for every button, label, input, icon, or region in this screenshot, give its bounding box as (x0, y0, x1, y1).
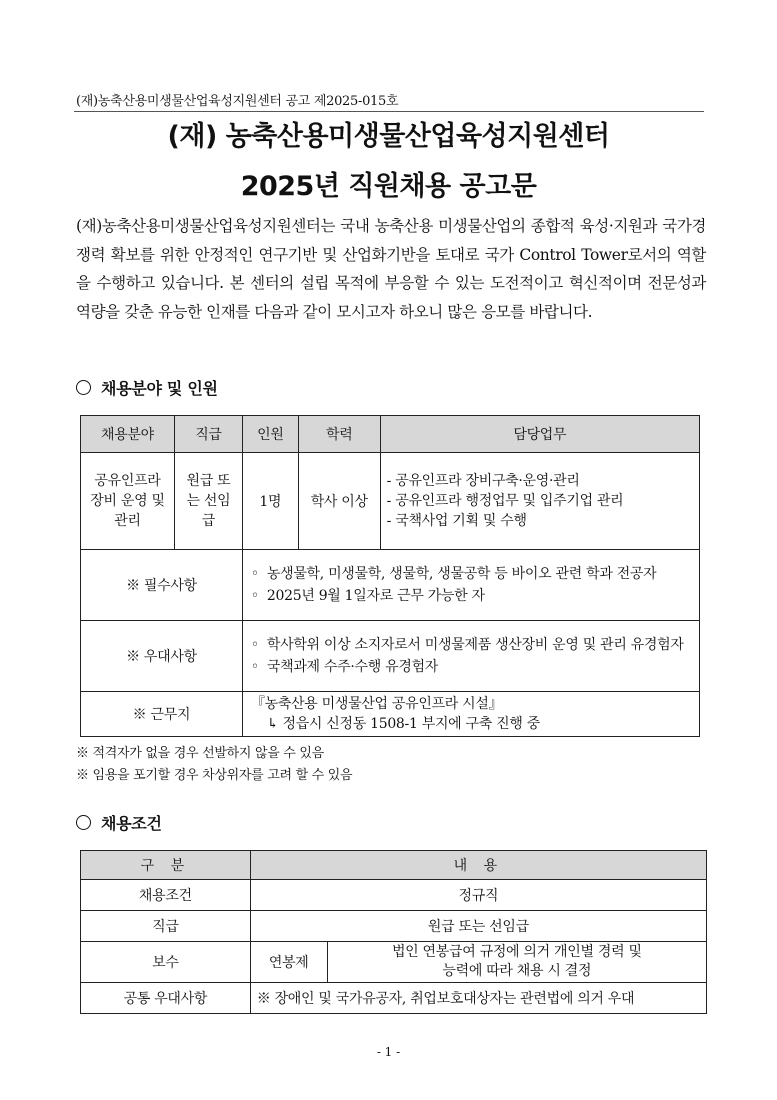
condition-label: 채용조건 (81, 880, 251, 911)
header-rule (74, 111, 704, 112)
required-item (251, 585, 693, 607)
required-item-text: 2025년 9월 1일자로 근무 가능한 자 (266, 588, 485, 604)
required-item-text: 농생물학, 미생물학, 생물학, 생물공학 등 바이오 관련 학과 전공자 (266, 566, 657, 582)
section-title: 채용분야 및 인원 (101, 379, 218, 398)
pay-description-line: 법인 연봉급여 규정에 의거 개인별 경력 및 (391, 944, 642, 960)
required-items-cell (242, 550, 699, 621)
bullet-icon: ◦ (250, 637, 259, 653)
duty-item: - 공유인프라 행정업무 및 입주기업 관리 (386, 493, 624, 509)
duties-cell (380, 453, 699, 550)
bullet-icon: ◦ (250, 588, 259, 604)
header-content: 내 용 (250, 851, 706, 880)
pay-description (327, 942, 706, 983)
bullet-icon: ◦ (250, 659, 259, 675)
header-count: 인원 (242, 416, 298, 453)
notice-number: (재)농축산용미생물산업육성지원센터 공고 제2025-015호 (76, 94, 399, 109)
preferred-label: ※ 우대사항 (81, 621, 243, 692)
common-preference-value: ※ 장애인 및 국가유공자, 취업보호대상자는 관련법에 의거 우대 (250, 983, 706, 1014)
circle-bullet-icon (76, 380, 91, 395)
section-conditions-heading (76, 811, 162, 834)
pay-type: 연봉제 (250, 942, 327, 983)
header-duties: 담당업무 (380, 416, 699, 453)
condition-value: 원급 또는 선임급 (250, 911, 706, 942)
grade-text: 원급 또는 선임급 (186, 473, 231, 529)
duty-item: - 국책사업 기획 및 수행 (386, 513, 527, 529)
required-label: ※ 필수사항 (81, 550, 243, 621)
preferred-item (251, 656, 693, 678)
grade-cell (174, 453, 242, 550)
header-category: 구 분 (81, 851, 251, 880)
document-title-line2: 2025년 직원채용 공고문 (240, 171, 537, 202)
location-label: ※ 근무지 (81, 692, 243, 737)
section-title: 채용조건 (101, 814, 162, 833)
duty-item: - 공유인프라 장비구축·운영·관리 (386, 473, 580, 489)
document-title-line1: (재) 농축산용미생물산업육성지원센터 (167, 121, 610, 152)
section-recruitment-heading (76, 376, 218, 399)
field-cell (81, 453, 175, 550)
location-cell (242, 692, 699, 737)
count-cell: 1명 (242, 453, 298, 550)
preferred-item (251, 634, 693, 656)
circle-bullet-icon (76, 815, 91, 830)
conditions-table (80, 850, 707, 1014)
field-text: 공유인프라 장비 운영 및 관리 (90, 473, 165, 529)
location-address: ↳ 정읍시 신정동 1508-1 부지에 구축 진행 중 (266, 716, 540, 732)
preferred-item-text: 국책과제 수주·수행 유경험자 (266, 659, 439, 675)
condition-value: 정규직 (250, 880, 706, 911)
location-name: 『농축산용 미생물산업 공유인프라 시설』 (250, 696, 503, 712)
header-field: 채용분야 (81, 416, 175, 453)
footnote: ※ 적격자가 없을 경우 선발하지 않을 수 있음 (76, 746, 324, 761)
common-preference-label: 공통 우대사항 (81, 983, 251, 1014)
condition-label: 직급 (81, 911, 251, 942)
header-education: 학력 (298, 416, 380, 453)
required-item (251, 563, 693, 585)
header-grade: 직급 (174, 416, 242, 453)
recruitment-table (80, 415, 700, 737)
page-number: - 1 - (376, 1045, 401, 1059)
pay-label: 보수 (81, 942, 251, 983)
bullet-icon: ◦ (250, 566, 259, 582)
preferred-item-text: 학사학위 이상 소지자로서 미생물제품 생산장비 운영 및 관리 유경험자 (266, 637, 684, 653)
pay-description-line: 능력에 따라 채용 시 결정 (442, 963, 592, 979)
education-cell: 학사 이상 (298, 453, 380, 550)
intro-paragraph: (재)농축산용미생물산업육성지원센터는 국내 농축산용 미생물산업의 종합적 육성·지원과 국가경쟁력 확보를 위한 안정적인 연구기반 및 산업화기반을 토대로 국가 Control Tower로서의 역할을 수행하고 있습니다. 본 센터의 설립 목적에 부응할 수 있는 도전적이고 혁신적이며 전문성과 역량을 갖춘 유능한 인재를 다음과 같이 모시고자 하오니 많은 응모를 바랍니다. (76, 217, 706, 321)
footnote: ※ 임용을 포기할 경우 차상위자를 고려 할 수 있음 (76, 768, 353, 783)
preferred-items-cell (242, 621, 699, 692)
